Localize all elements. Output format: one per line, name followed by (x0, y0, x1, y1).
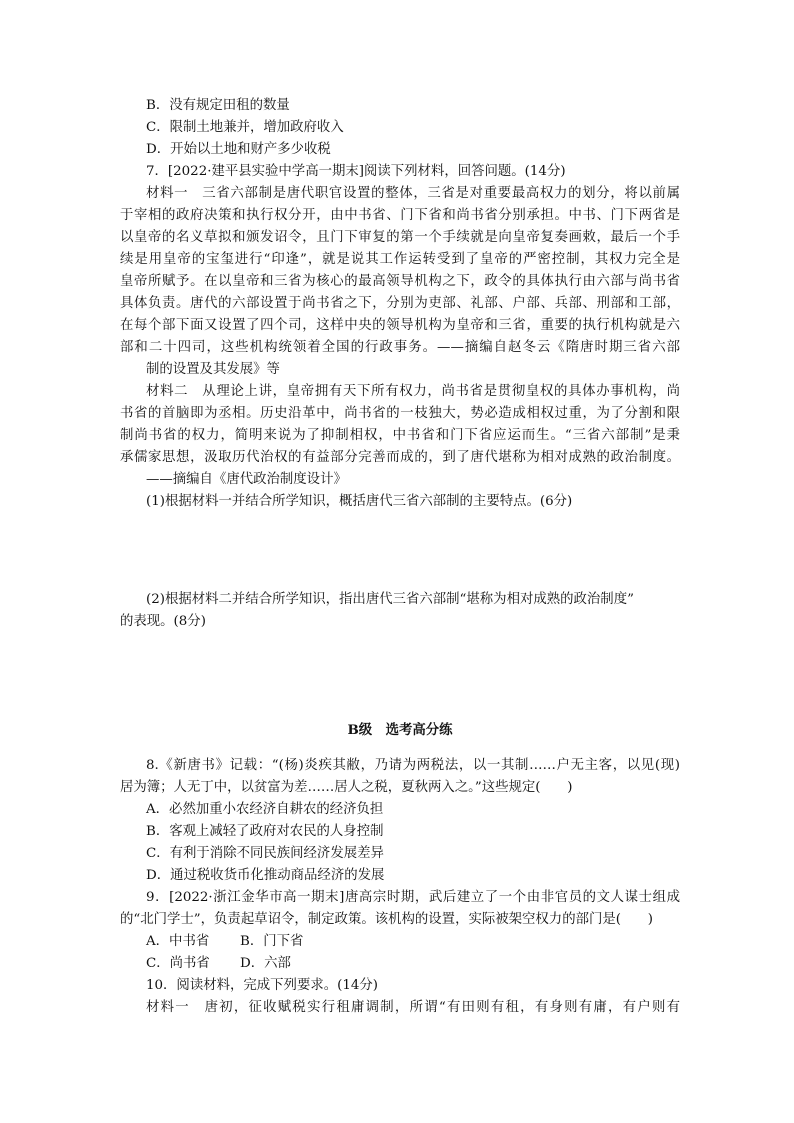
q8-option-a: A．必然加重小农经济自耕农的经济负担 (146, 802, 384, 817)
q10-stem: 10．阅读材料，完成下列要求。(14分) (146, 978, 378, 993)
q7-material-2 (120, 381, 680, 491)
q9-options-row-1 (120, 931, 680, 953)
q9-option-c: C．尚书省 (146, 956, 210, 971)
material-line: 制尚书省的权力，简明来说为了抑制相权，中书省和门下省应运而生。“三省六部制”是秉 (120, 428, 680, 443)
q8-stem: 8.《新唐书》记载：“(杨)炎疾其敝，乃请为两税法，以一其制……户无主客，以见(现) (146, 758, 680, 773)
q8-option-d: D．通过税收货币化推动商品经济的发展 (146, 868, 385, 883)
material-line: 续是用皇帝的宝玺进行“印逢”，就是说其工作运转受到了皇帝的严密控制，其权力完全是 (120, 252, 680, 267)
answer-space (120, 633, 680, 719)
q6-option-d: D．开始以土地和财产多少收税 (146, 142, 331, 157)
q9-option-b: B．门下省 (240, 934, 304, 949)
q7-subquestion-2-cont: 的表现。(8分) (120, 614, 206, 629)
material-line: 制的设置及其发展》等 (146, 362, 280, 377)
q7-subquestion-2: (2)根据材料二并结合所学知识，指出唐代三省六部制“堪称为相对成熟的政治制度” (146, 592, 634, 607)
material-line: 承儒家思想，汲取历代治权的有益部分完善而成的，到了唐代堪称为相对成熟的政治制度。 (120, 450, 680, 465)
material-line: 具体负责。唐代的六部设置于尚书省之下，分别为吏部、礼部、户部、兵部、刑部和工部， (120, 296, 680, 311)
material-line: 在每个部下面又设置了四个司，这样中央的领导机构为皇帝和三省，重要的执行机构就是六 (120, 318, 680, 333)
material-line: 于宰相的政府决策和执行权分开，由中书省、门下省和尚书省分别承担。中书、门下两省是 (120, 208, 680, 223)
q9-stem: 9．[2022·浙江金华市高一期末]唐高宗时期，武后建立了一个由非官员的文人谋士组成 (146, 890, 680, 905)
q8-option-b: B．客观上减轻了政府对农民的人身控制 (146, 824, 384, 839)
material-line: 书省的首脑即为丞相。历史沿革中，尚书省的一枝独大，势必造成相权过重，为了分割和限 (120, 406, 680, 421)
material-source: ——摘编自《唐代政治制度设计》 (146, 472, 347, 487)
section-heading: B级 选考高分练 (347, 722, 453, 738)
material-line: 以皇帝的名义草拟和颁发诏令，且门下审复的第一个手续就是向皇帝复奏画敕，最后一个手 (120, 230, 680, 245)
q6-option-b: B．没有规定田租的数量 (146, 98, 290, 113)
q9-option-d: D．六部 (240, 956, 291, 971)
material-line: 皇帝所赋予。在以皇帝和三省为核心的最高领导机构之下，政令的具体执行由六部与尚书省 (120, 274, 680, 289)
document-body (120, 95, 680, 1019)
q9-option-a: A．中书省 (146, 934, 210, 949)
material-line: 材料一 三省六部制是唐代职官设置的整体，三省是对重要最高权力的划分，将以前属 (146, 186, 680, 201)
q8-stem-cont: 居为簿；人无丁中，以贫富为差……居人之税，夏秋两入之。”这些规定( ) (120, 780, 573, 795)
q7-material-1 (120, 183, 680, 381)
q7-subquestion-1: (1)根据材料一并结合所学知识，概括唐代三省六部制的主要特点。(6分) (146, 494, 573, 509)
q9-stem-cont: 的“北门学士”，负责起草诏令，制定政策。该机构的设置，实际被架空权力的部门是( ) (120, 912, 653, 927)
q8-option-c: C．有利于消除不同民族间经济发展差异 (146, 846, 384, 861)
q6-option-c: C．限制土地兼并，增加政府收入 (146, 120, 344, 135)
spacer (120, 741, 680, 755)
answer-space (120, 513, 680, 589)
q7-stem: 7．[2022·建平县实验中学高一期末]阅读下列材料，回答问题。(14分) (146, 164, 566, 179)
material-line: 部和二十四司，这些机构统领着全国的行政事务。——摘编自赵冬云《隋唐时期三省六部 (120, 340, 680, 355)
q9-options-row-2 (120, 953, 680, 975)
material-line: 材料二 从理论上讲，皇帝拥有天下所有权力，尚书省是贯彻皇权的具体办事机构，尚 (146, 384, 680, 399)
q10-material-1: 材料一 唐初，征收赋税实行租庸调制，所谓“有田则有租，有身则有庸，有户则有 (146, 1000, 680, 1015)
